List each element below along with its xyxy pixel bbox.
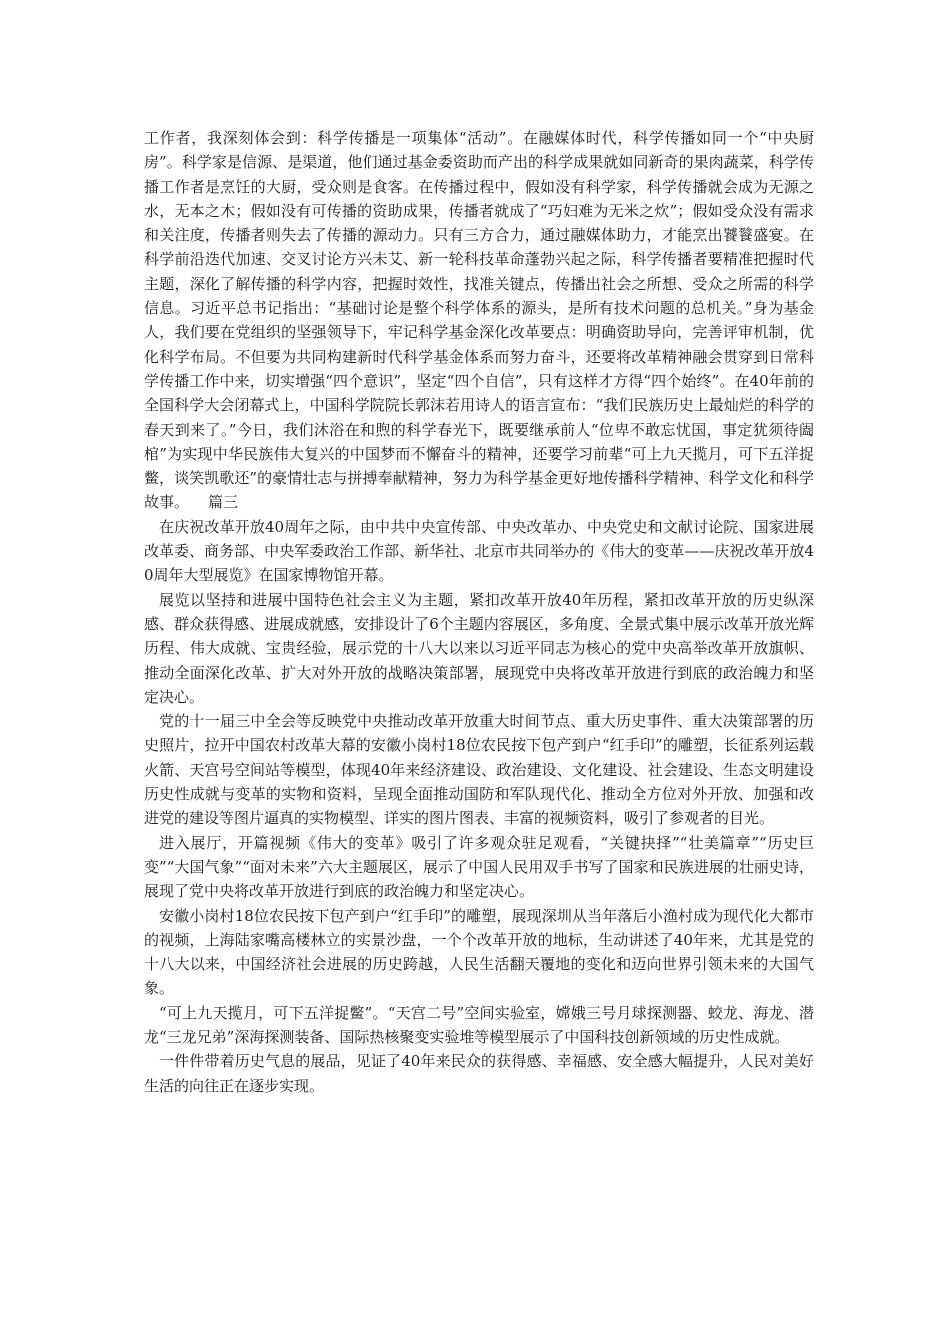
paragraph-2: 在庆祝改革开放40周年之际，由中共中央宣传部、中央改革办、中央党史和文献讨论院、国家进展改革委、商务部、中央军委政治工作部、新华社、北京市共同举办的《伟大的变革——庆祝改革开放40周年大型展览》在国家博物馆开幕。 <box>144 517 814 585</box>
paragraph-7: “可上九天揽月，可下五洋捉鳖”。“天宫二号”空间实验室，嫦娥三号月球探测器、蛟龙、海龙、潜龙“三龙兄弟”深海探测装备、国际热核聚变实验堆等模型展示了中国科技创新领域的历史性成就。 <box>144 1003 814 1046</box>
paragraph-6: 安徽小岗村18位农民按下包产到户“红手印”的雕塑，展现深圳从当年落后小渔村成为现代化大都市的视频，上海陆家嘴高楼林立的实景沙盘，一个个改革开放的地标，生动讲述了40年来，尤其是党的十八大以来，中国经济社会进展的历史跨越，人民生活翻天覆地的变化和迈向世界引领未来的大国气象。 <box>144 906 814 998</box>
paragraph-1: 工作者，我深刻体会到：科学传播是一项集体“活动”。在融媒体时代，科学传播如同一个“中央厨房”。科学家是信源、是渠道，他们通过基金委资助而产出的科学成果就如同新奇的果肉蔬菜，科学传播工作者是烹饪的大厨，受众则是食客。在传播过程中，假如没有科学家，科学传播就会成为无源之水，无本之木；假如没有可传播的资助成果，传播者就成了“巧妇难为无米之炊”；假如受众没有需求和关注度，传播者则失去了传播的源动力。只有三方合力，通过融媒体助力，才能烹出饕餮盛宴。在科学前沿迭代加速、交叉讨论方兴未艾、新一轮科技革命蓬勃兴起之际，科学传播者要精准把握时代主题，深化了解传播的科学内容，把握时效性，找准关键点，传播出社会之所想、受众之所需的科学信息。习近平总书记指出：“基础讨论是整个科学体系的源头，是所有技术问题的总机关。”身为基金人，我们要在党组织的坚强领导下，牢记科学基金深化改革要点：明确资助导向，完善评审机制，优化科学布局。不但要为共同构建新时代科学基金体系而努力奋斗，还要将改革精神融会贯穿到日常科学传播工作中来，切实增强“四个意识”，坚定“四个自信”，只有这样才方得“四个始终”。在40年前的全国科学大会闭幕式上，中国科学院院长郭沫若用诗人的语言宣布：“我们民族历史上最灿烂的科学的春天到来了。”今日，我们沐浴在和煦的科学春光下，既要继承前人“位卑不敢忘忧国，事定犹须待阖棺”为实现中华民族伟大复兴的中国梦而不懈奋斗的精神，还要学习前辈“可上九天揽月，可下五洋捉鳖，谈笑凯歌还”的豪情壮志与拼搏奉献精神，努力为科学基金更好地传播科学精神、科学文化和科学故事。 篇三 <box>144 129 814 512</box>
paragraph-3: 展览以坚持和进展中国特色社会主义为主题，紧扣改革开放40年历程，紧扣改革开放的历史纵深感、群众获得感、进展成就感，安排设计了6个主题内容展区，多角度、全景式集中展示改革开放光辉历程、伟大成就、宝贵经验，展示党的十八大以来以习近平同志为核心的党中央高举改革开放旗帜、推动全面深化改革、扩大对外开放的战略决策部署，展现党中央将改革开放进行到底的政治魄力和坚定决心。 <box>144 590 814 706</box>
paragraph-8: 一件件带着历史气息的展品，见证了40年来民众的获得感、幸福感、安全感大幅提升，人民对美好生活的向往正在逐步实现。 <box>144 1052 814 1095</box>
document-page <box>144 126 814 1098</box>
paragraph-5: 进入展厅，开篇视频《伟大的变革》吸引了许多观众驻足观看，“关键抉择”“壮美篇章”“历史巨变”“大国气象”“面对未来”六大主题展区，展示了中国人民用双手书写了国家和民族进展的壮丽史诗，展现了党中央将改革开放进行到底的政治魄力和坚定决心。 <box>144 833 814 901</box>
paragraph-4: 党的十一届三中全会等反映党中央推动改革开放重大时间节点、重大历史事件、重大决策部署的历史照片，拉开中国农村改革大幕的安徽小岗村18位农民按下包产到户“红手印”的雕塑，长征系列运载火箭、天宫号空间站等模型，体现40年来经济建设、政治建设、文化建设、社会建设、生态文明建设历史性成就与变革的实物和资料，呈现全面推动国防和军队现代化、推动全方位对外开放、加强和改进党的建设等图片逼真的实物模型、详实的图片图表、丰富的视频资料，吸引了参观者的目光。 <box>144 712 814 828</box>
